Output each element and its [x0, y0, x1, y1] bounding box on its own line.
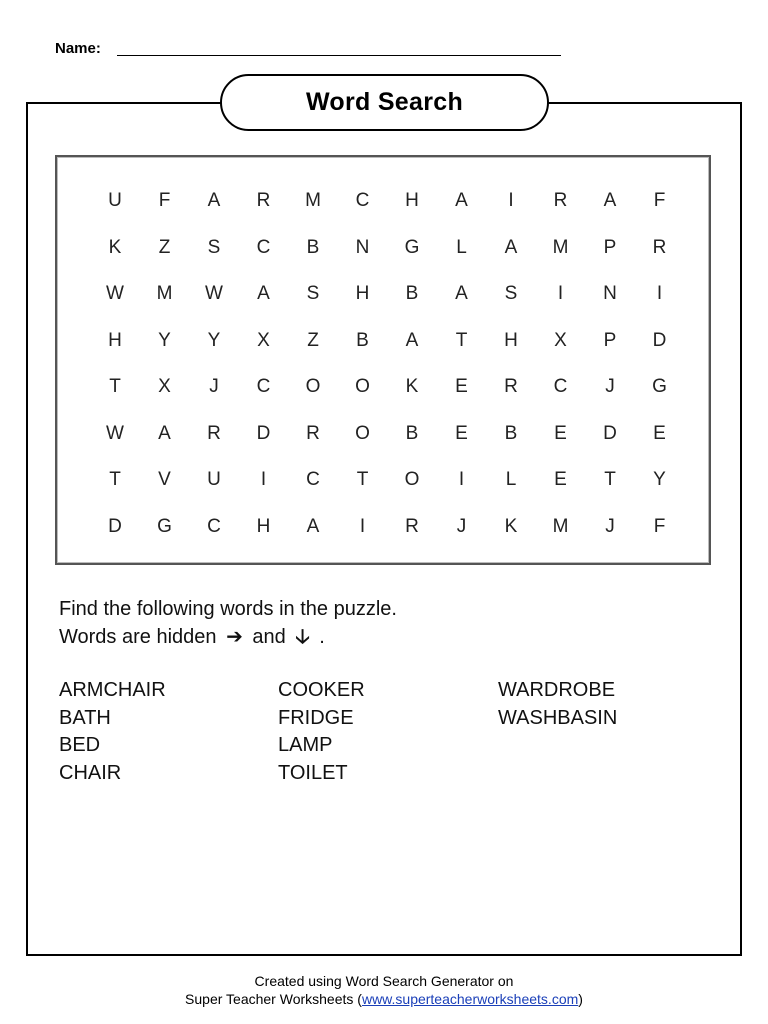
instructions-line-1: Find the following words in the puzzle.	[59, 598, 397, 620]
grid-letter[interactable]: O	[355, 376, 370, 397]
list-item: WASHBASIN	[498, 706, 618, 729]
grid-letter[interactable]: C	[207, 515, 221, 537]
grid-letter[interactable]: X	[158, 376, 171, 397]
grid-letter[interactable]: U	[207, 469, 221, 490]
list-item: COOKER	[278, 679, 365, 701]
grid-letter[interactable]: S	[504, 283, 518, 304]
grid-letter[interactable]: I	[359, 515, 366, 537]
grid-letter[interactable]: D	[603, 422, 617, 444]
list-item: BED	[59, 734, 101, 756]
grid-letter[interactable]: A	[306, 515, 320, 537]
grid-letter[interactable]: A	[455, 190, 468, 211]
grid-letter[interactable]: O	[355, 422, 370, 444]
grid-letter[interactable]: M	[156, 283, 173, 304]
grid-letter[interactable]: E	[653, 422, 666, 444]
grid-letter[interactable]: X	[554, 329, 567, 351]
grid-letter[interactable]: N	[355, 236, 370, 258]
grid-letter[interactable]: O	[305, 376, 321, 397]
grid-letter[interactable]: E	[554, 469, 567, 490]
grid-letter[interactable]: A	[158, 422, 171, 444]
grid-letter[interactable]: G	[157, 515, 172, 537]
grid-letter[interactable]: V	[158, 469, 171, 490]
list-item: LAMP	[278, 734, 333, 756]
grid-letter[interactable]: R	[553, 190, 568, 211]
footer-link[interactable]: www.superteacherworksheets.com	[361, 991, 579, 1007]
grid-letter[interactable]: L	[505, 469, 517, 490]
grid-letter[interactable]: A	[455, 283, 468, 304]
grid-letter[interactable]: C	[553, 376, 568, 397]
grid-letter[interactable]: X	[257, 329, 270, 351]
title-banner	[220, 74, 549, 131]
grid-letter[interactable]: T	[604, 469, 616, 490]
word-list	[59, 677, 719, 797]
grid-letter[interactable]: A	[405, 329, 419, 351]
grid-letter[interactable]: J	[605, 515, 615, 537]
instructions-line-2	[59, 623, 397, 651]
grid-letter[interactable]: P	[603, 329, 617, 351]
grid-letter[interactable]: B	[356, 329, 369, 351]
grid-letter[interactable]: A	[207, 190, 221, 211]
grid-letter[interactable]: W	[106, 283, 124, 304]
grid-letter[interactable]: D	[256, 422, 271, 444]
grid-letter[interactable]: K	[108, 236, 122, 258]
grid-letter[interactable]: W	[205, 283, 223, 304]
grid-letter[interactable]: H	[405, 190, 419, 211]
grid-letter[interactable]: Y	[158, 329, 171, 351]
grid-letter[interactable]: E	[455, 422, 468, 444]
page-title: Word Search	[305, 88, 464, 116]
grid-letter[interactable]: B	[405, 422, 419, 444]
grid-letter[interactable]: R	[256, 190, 271, 211]
grid-letter[interactable]: B	[306, 236, 320, 258]
grid-letter[interactable]: C	[256, 376, 271, 397]
grid-letter[interactable]: C	[256, 236, 271, 258]
grid-letter[interactable]: Z	[307, 329, 319, 351]
grid-letter[interactable]: H	[108, 329, 122, 351]
list-item: BATH	[59, 706, 111, 729]
grid-letter[interactable]: S	[306, 283, 320, 304]
grid-letter[interactable]: W	[106, 422, 124, 444]
grid-letter[interactable]: E	[554, 422, 567, 444]
grid-letter[interactable]: S	[207, 236, 221, 258]
grid-letter[interactable]: L	[456, 236, 467, 258]
grid-letter[interactable]: M	[552, 236, 569, 258]
footer-line-1: Created using Word Search Generator on	[254, 973, 514, 989]
grid-letter[interactable]: M	[552, 515, 569, 537]
grid-letter[interactable]: D	[108, 515, 122, 537]
arrow-right-icon: ➔	[226, 626, 243, 648]
grid-letter[interactable]: I	[458, 469, 465, 490]
arrow-down-icon: 🡣	[295, 626, 310, 648]
grid-letter[interactable]: A	[257, 283, 270, 304]
grid-letter[interactable]: I	[557, 283, 564, 304]
grid-letter[interactable]: Z	[158, 236, 171, 258]
list-item: WARDROBE	[498, 679, 616, 701]
grid-letter[interactable]: Y	[653, 469, 666, 490]
grid-letter[interactable]: R	[405, 515, 419, 537]
grid-letter[interactable]: R	[207, 422, 221, 444]
list-item: FRIDGE	[278, 706, 354, 729]
grid-letter[interactable]: O	[404, 469, 420, 490]
grid-letter[interactable]: G	[652, 376, 667, 397]
grid-letter[interactable]: J	[605, 376, 615, 397]
grid-letter[interactable]: B	[405, 283, 419, 304]
grid-letter[interactable]: F	[653, 190, 666, 211]
letter-grid	[57, 157, 709, 563]
grid-letter[interactable]: K	[405, 376, 419, 397]
grid-letter[interactable]: G	[404, 236, 420, 258]
letter-grid-box	[55, 155, 711, 565]
grid-letter[interactable]: I	[260, 469, 267, 490]
list-item: ARMCHAIR	[59, 679, 166, 701]
grid-letter[interactable]: U	[108, 190, 122, 211]
name-label: Name:	[55, 40, 101, 57]
grid-letter[interactable]: N	[603, 283, 617, 304]
grid-letter[interactable]: A	[504, 236, 518, 258]
grid-letter[interactable]: B	[504, 422, 518, 444]
grid-letter[interactable]: T	[356, 469, 369, 490]
grid-letter[interactable]: M	[305, 190, 321, 211]
instructions-and-text: and	[252, 626, 286, 648]
grid-letter[interactable]: C	[355, 190, 370, 211]
grid-letter[interactable]: J	[456, 515, 467, 537]
grid-letter[interactable]: F	[653, 515, 666, 537]
grid-letter[interactable]: T	[109, 469, 121, 490]
footer	[0, 972, 768, 1008]
grid-letter[interactable]: E	[455, 376, 468, 397]
grid-letter[interactable]: R	[504, 376, 518, 397]
grid-letter[interactable]: T	[109, 376, 121, 397]
word-list-column-3	[498, 677, 617, 732]
grid-letter[interactable]: D	[652, 329, 667, 351]
grid-letter[interactable]: C	[306, 469, 320, 490]
instructions-period: .	[319, 626, 325, 648]
grid-letter[interactable]: R	[306, 422, 320, 444]
grid-letter[interactable]: F	[158, 190, 171, 211]
grid-letter[interactable]: I	[508, 190, 514, 211]
grid-letter[interactable]: H	[256, 515, 271, 537]
grid-letter[interactable]: J	[209, 376, 219, 397]
grid-letter[interactable]: P	[603, 236, 617, 258]
grid-letter[interactable]: I	[656, 283, 663, 304]
footer-suffix: )	[578, 991, 583, 1007]
grid-letter[interactable]: K	[504, 515, 518, 537]
grid-letter[interactable]: T	[455, 329, 468, 351]
footer-prefix: Super Teacher Worksheets (	[185, 991, 362, 1007]
name-row	[55, 38, 565, 60]
word-list-column-1	[59, 677, 166, 787]
grid-letter[interactable]: H	[504, 329, 518, 351]
name-blank-line[interactable]	[117, 55, 561, 56]
grid-letter[interactable]: H	[355, 283, 370, 304]
footer-line-2	[0, 990, 768, 1008]
grid-letter[interactable]: Y	[207, 329, 221, 351]
instructions-hidden-text: Words are hidden	[59, 626, 217, 648]
instructions	[59, 595, 397, 651]
list-item: TOILET	[278, 761, 348, 784]
grid-letter[interactable]: A	[603, 190, 617, 211]
grid-letter[interactable]: R	[652, 236, 667, 258]
word-list-column-2	[278, 677, 365, 787]
list-item: CHAIR	[59, 761, 122, 784]
